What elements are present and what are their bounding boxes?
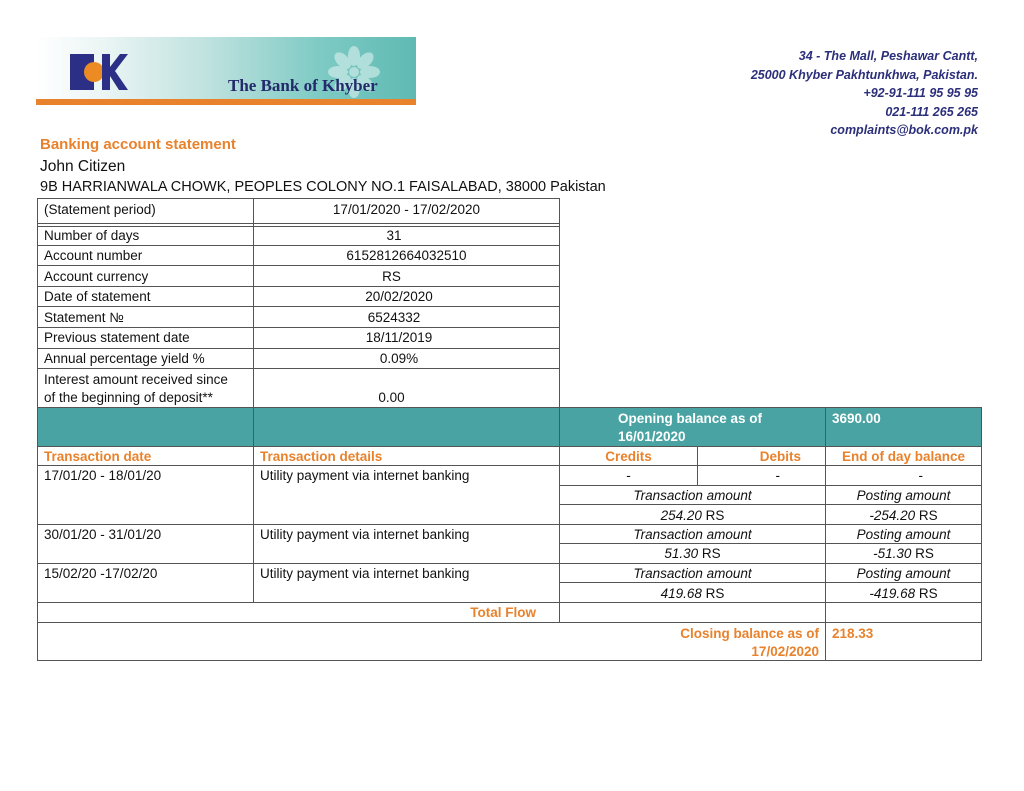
transaction-amount-label: Transaction amount [633, 527, 752, 542]
opening-balance-date: 16/01/2020 [618, 429, 686, 444]
col-header-date: Transaction date [44, 449, 152, 464]
account-currency-value: RS [382, 269, 401, 284]
statement-period-value: 17/01/2020 - 17/02/2020 [332, 202, 481, 217]
summary-label: (Statement period) [44, 202, 156, 217]
transaction-date: 30/01/20 - 31/01/20 [44, 527, 162, 542]
col-header-eod-balance: End of day balance [841, 449, 966, 464]
closing-balance-date: 17/02/2020 [751, 644, 819, 659]
bok-logo-icon [70, 54, 128, 90]
annual-yield-value: 0.09% [379, 351, 419, 366]
date-of-statement-value: 20/02/2020 [365, 289, 433, 304]
summary-label: Date of statement [44, 289, 151, 304]
opening-balance-label: Opening balance as of [618, 411, 763, 426]
opening-balance-value: 3690.00 [832, 411, 881, 426]
bank-address-block [751, 47, 978, 140]
col-header-debits: Debits [759, 449, 801, 464]
transaction-amount: 254.20 RS [660, 508, 725, 523]
phone-line: +92-91-111 95 95 95 [863, 86, 978, 100]
summary-label: Number of days [44, 228, 140, 243]
transaction-amount-label: Transaction amount [633, 566, 752, 581]
transaction-details: Utility payment via internet banking [260, 468, 470, 483]
closing-balance-value: 218.33 [832, 626, 874, 641]
col-header-credits: Credits [605, 449, 652, 464]
transaction-amount: 419.68 RS [660, 586, 725, 601]
total-flow-label: Total Flow [470, 605, 536, 620]
transaction-details: Utility payment via internet banking [260, 566, 470, 581]
col-header-details: Transaction details [260, 449, 383, 464]
closing-balance-label: Closing balance as of [680, 626, 819, 641]
customer-name: John Citizen [40, 158, 126, 175]
posting-amount-label: Posting amount [856, 566, 951, 581]
transaction-amount-label: Transaction amount [633, 488, 752, 503]
summary-label: Statement № [44, 310, 124, 325]
account-number-value: 6152812664032510 [346, 248, 467, 263]
transaction-eod: - [918, 468, 923, 483]
summary-label: Previous statement date [44, 330, 190, 345]
transaction-debits: - [775, 468, 780, 483]
address-line: 25000 Khyber Pakhtunkhwa, Pakistan. [750, 67, 978, 82]
interest-amount-value: 0.00 [378, 390, 405, 405]
phone-line: 021-111 265 265 [885, 104, 978, 119]
summary-label: Annual percentage yield % [44, 351, 205, 366]
posting-amount: -254.20 RS [869, 508, 938, 523]
statement-number-value: 6524332 [367, 310, 421, 325]
address-line: 34 - The Mall, Peshawar Cantt, [798, 49, 978, 63]
posting-amount-label: Posting amount [856, 527, 951, 542]
transaction-details: Utility payment via internet banking [260, 527, 470, 542]
transaction-date: 15/02/20 -17/02/20 [44, 566, 158, 581]
number-of-days-value: 31 [386, 228, 402, 243]
posting-amount: -419.68 RS [869, 586, 938, 601]
transaction-date: 17/01/20 - 18/01/20 [44, 468, 162, 483]
customer-address: 9B HARRIANWALA CHOWK, PEOPLES COLONY NO.1 FAISALABAD, 38000 Pakistan [40, 179, 606, 195]
email-link[interactable]: complaints@bok.com.pk [830, 123, 978, 137]
summary-label: of the beginning of deposit** [44, 390, 213, 405]
previous-statement-date-value: 18/11/2019 [365, 330, 433, 345]
transaction-credits: - [626, 468, 631, 483]
summary-label: Interest amount received since [44, 372, 228, 387]
bank-name: The Bank of Khyber [228, 76, 378, 95]
summary-label: Account number [44, 248, 143, 263]
posting-amount-label: Posting amount [856, 488, 951, 503]
statement-title: Banking account statement [40, 136, 236, 153]
posting-amount: -51.30 RS [873, 546, 934, 561]
transaction-amount: 51.30 RS [664, 546, 721, 561]
summary-label: Account currency [44, 269, 149, 284]
